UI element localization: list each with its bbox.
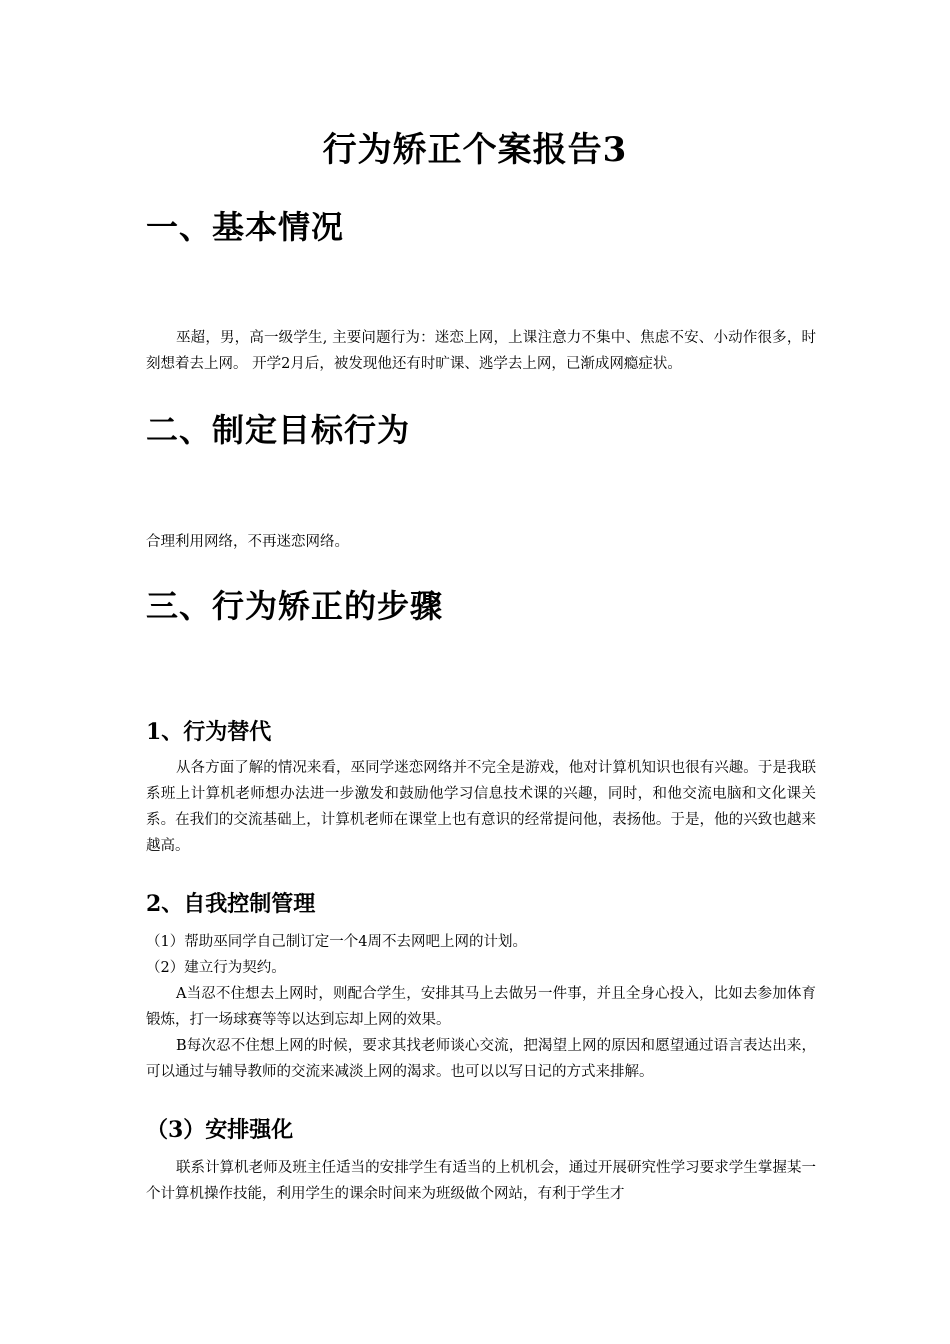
section-heading-target-behavior: 二、制定目标行为 (146, 411, 411, 449)
behavior-substitution-paragraph: 从各方面了解的情况来看，巫同学迷恋网络并不完全是游戏，他对计算机知识也很有兴趣。于是我联系班上计算机老师想办法进一步激发和鼓励他学习信息技术课的兴趣，同时，和他交流电脑和文化课关系。在我们的交流基础上，计算机老师在课堂上也有意识的经常提问他，表扬他。于是，他的兴致也越来越高。 (146, 760, 816, 854)
self-control-item-1: （1）帮助巫同学自己制订定一个4周不去网吧上网的计划。 (146, 934, 527, 950)
basic-info-paragraph: 巫超，男，高一级学生, 主要问题行为：迷恋上网，上课注意力不集中、焦虑不安、小动作很多，时刻想着去上网。 开学2月后，被发现他还有时旷课、逃学去上网，已渐成网瘾症状。 (146, 330, 816, 372)
document-title: 行为矫正个案报告3 (322, 130, 628, 170)
target-behavior-paragraph: 合理利用网络，不再迷恋网络。 (146, 534, 349, 550)
section-heading-basic-info: 一、基本情况 (146, 208, 345, 246)
subsection-heading-behavior-substitution: 1、行为替代 (146, 719, 272, 745)
subsection-heading-arrange-reinforcement: （3）安排强化 (146, 1117, 294, 1143)
section-heading-correction-steps: 三、行为矫正的步骤 (146, 587, 444, 625)
self-control-point-a: A当忍不住想去上网时，则配合学生，安排其马上去做另一件事，并且全身心投入，比如去参加体育锻炼，打一场球赛等等以达到忘却上网的效果。 (146, 986, 816, 1028)
arrange-reinforcement-paragraph: 联系计算机老师及班主任适当的安排学生有适当的上机机会，通过开展研究性学习要求学生掌握某一个计算机操作技能，利用学生的课余时间来为班级做个网站，有利于学生才 (146, 1160, 816, 1202)
subsection-heading-self-control: 2、自我控制管理 (146, 891, 316, 917)
self-control-item-2: （2）建立行为契约。 (146, 960, 286, 976)
self-control-point-b: B每次忍不住想上网的时候，要求其找老师谈心交流，把渴望上网的原因和愿望通过语言表达出来，可以通过与辅导教师的交流来减淡上网的渴求。也可以以写日记的方式来排解。 (146, 1038, 816, 1080)
